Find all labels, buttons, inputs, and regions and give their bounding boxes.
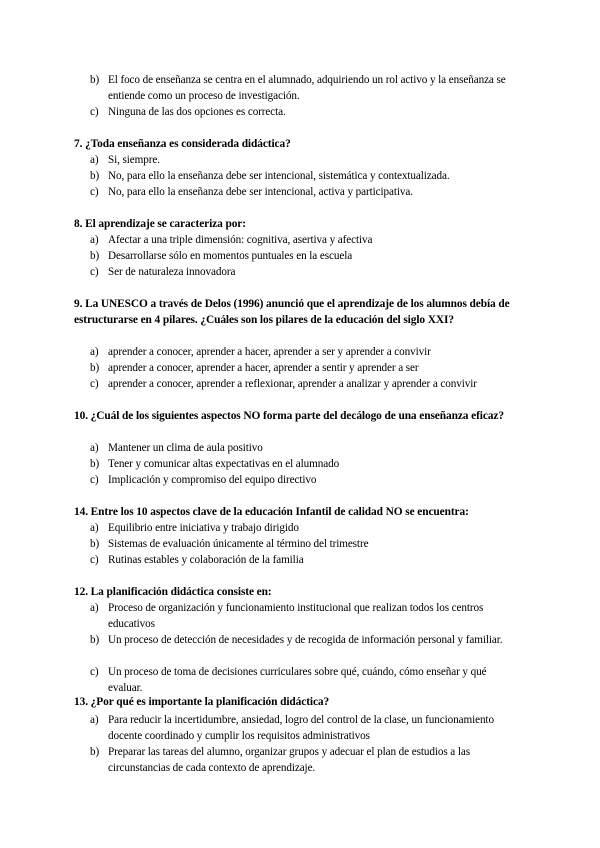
q8-option-c <box>90 264 522 280</box>
option-letter: a) <box>90 714 99 726</box>
option-text: Un proceso de detección de necesidades y de recogida de información personal y familiar. <box>108 634 503 646</box>
q9-option-c <box>90 376 522 392</box>
option-letter: b) <box>90 538 100 550</box>
question-14-title: 14. Entre los 10 aspectos clave de la educación Infantil de calidad NO se encuentra: <box>74 506 469 518</box>
option-text: Tener y comunicar altas expectativas en el alumnado <box>108 458 340 470</box>
option-text: Desarrollarse sólo en momentos puntuales en la escuela <box>108 250 353 262</box>
option-text: Implicación y compromiso del equipo directivo <box>108 474 317 486</box>
option-text: Un proceso de toma de decisiones curriculares sobre qué, cuándo, cómo enseñar y qué evaluar. <box>108 666 487 694</box>
option-letter: a) <box>90 442 99 454</box>
option-letter: a) <box>90 234 99 246</box>
option-letter: c) <box>90 474 99 486</box>
option-letter: c) <box>90 186 99 198</box>
q12-option-b <box>90 632 522 648</box>
option-letter: b) <box>90 170 100 182</box>
option-text: No, para ello la enseñanza debe ser intencional, sistemática y contextualizada. <box>108 170 450 182</box>
question-7-title: 7. ¿Toda enseñanza es considerada didáctica? <box>74 138 291 150</box>
option-letter: c) <box>90 554 99 566</box>
option-text: Ninguna de las dos opciones es correcta. <box>108 106 286 118</box>
question-9-title: 9. La UNESCO a través de Delos (1996) anunció que el aprendizaje de los alumnos debía de estructurarse en 4 pilares. ¿Cuáles son los pilares de la educación del siglo XXI? <box>74 298 510 326</box>
option-letter: a) <box>90 346 99 358</box>
option-text: Mantener un clima de aula positivo <box>108 442 263 454</box>
question-8-title: 8. El aprendizaje se caracteriza por: <box>74 218 246 230</box>
q14-option-a <box>90 520 522 536</box>
q9-option-b <box>90 360 522 376</box>
option-letter: a) <box>90 602 99 614</box>
option-text: aprender a conocer, aprender a reflexionar, aprender a analizar y aprender a convivir <box>108 378 477 390</box>
option-letter: b) <box>90 458 100 470</box>
option-letter: c) <box>90 266 99 278</box>
option-letter: c) <box>90 378 99 390</box>
option-text: El foco de enseñanza se centra en el alumnado, adquiriendo un rol activo y la enseñanza se entiende como un proceso de investigación. <box>108 74 506 102</box>
option-text: Equilibrio entre iniciativa y trabajo dirigido <box>108 522 299 534</box>
q12-option-c <box>90 664 522 696</box>
q6-option-b <box>90 72 522 104</box>
option-letter: b) <box>90 746 100 758</box>
q7-option-a <box>90 152 522 168</box>
q14-option-b <box>90 536 522 552</box>
option-letter: a) <box>90 522 99 534</box>
option-letter: a) <box>90 154 99 166</box>
option-text: Rutinas estables y colaboración de la familia <box>108 554 304 566</box>
q8-option-a <box>90 232 522 248</box>
q14-option-c <box>90 552 522 568</box>
question-12-title: 12. La planificación didáctica consiste en: <box>74 586 272 598</box>
option-letter: c) <box>90 666 99 678</box>
q13-option-a <box>90 712 522 744</box>
option-letter: b) <box>90 634 100 646</box>
option-text: Afectar a una triple dimensión: cognitiva, asertiva y afectiva <box>108 234 373 246</box>
question-10-title: 10. ¿Cuál de los siguientes aspectos NO forma parte del decálogo de una enseñanza eficaz? <box>74 410 504 422</box>
option-letter: b) <box>90 74 100 86</box>
option-text: No, para ello la enseñanza debe ser intencional, activa y participativa. <box>108 186 413 198</box>
option-letter: b) <box>90 250 100 262</box>
option-text: Proceso de organización y funcionamiento institucional que realizan todos los centros educativos <box>108 602 484 630</box>
option-text: Sistemas de evaluación únicamente al término del trimestre <box>108 538 369 550</box>
option-letter: c) <box>90 106 99 118</box>
option-text: aprender a conocer, aprender a hacer, aprender a ser y aprender a convivir <box>108 346 431 358</box>
q10-option-a <box>90 440 522 456</box>
q8-option-b <box>90 248 522 264</box>
q10-option-c <box>90 472 522 488</box>
q9-option-a <box>90 344 522 360</box>
option-text: Preparar las tareas del alumno, organizar grupos y adecuar el plan de estudios a las circunstancias de cada contexto de aprendizaje. <box>108 746 470 774</box>
q12-option-a <box>90 600 522 632</box>
option-text: Si, siempre. <box>108 154 160 166</box>
q7-option-b <box>90 168 522 184</box>
question-13-title: 13. ¿Por qué es importante la planificación didáctica? <box>74 696 330 708</box>
q13-option-b <box>90 744 522 776</box>
q10-option-b <box>90 456 522 472</box>
option-text: Ser de naturaleza innovadora <box>108 266 236 278</box>
q6-option-c <box>90 104 522 120</box>
option-letter: b) <box>90 362 100 374</box>
q7-option-c <box>90 184 522 200</box>
option-text: Para reducir la incertidumbre, ansiedad, logro del control de la clase, un funcionamiento docente coordinado y cumplir los requisitos administrativos <box>108 714 494 742</box>
option-text: aprender a conocer, aprender a hacer, aprender a sentir y aprender a ser <box>108 362 419 374</box>
